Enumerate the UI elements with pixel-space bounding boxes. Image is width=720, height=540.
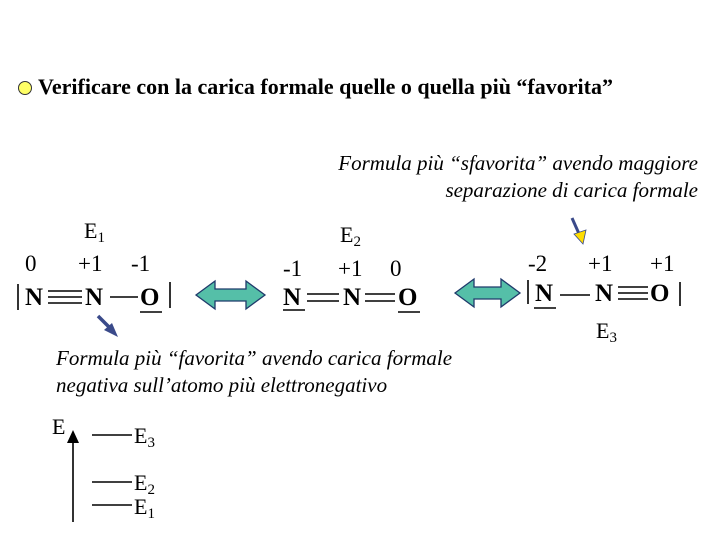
note-favored-line-1: Formula più “favorita” avendo carica formale [56,346,453,370]
structure-2-atom-o: O [398,284,418,311]
note-favored-line-2: negativa sull’atomo più elettronegativo [56,373,388,397]
structure-2-charge-o: 0 [390,256,402,281]
resonance-arrow-2 [455,279,520,307]
resonance-arrow-1 [196,281,265,309]
structure-2-charge-n1: -1 [283,256,303,281]
structure-2-atom-n2: N [343,284,362,311]
pointer-arrow-favored [98,316,118,337]
energy-level-label-e2: $E_2$ [134,470,155,498]
structure-3-charge-n1: -2 [528,251,548,276]
structure-1-charge-n2: +1 [78,251,103,276]
structure-2-label: $E_2$ [340,222,361,250]
heading: Verificare con la carica formale quelle o quella più “favorita” [38,74,613,99]
energy-level-label-e3: $E_3$ [134,423,155,451]
structure-3-atom-n2: N [595,280,614,307]
structure-3-atom-n1: N [535,280,554,307]
structure-2-charge-n2: +1 [338,256,363,281]
structure-1-atom-n2: N [85,284,104,311]
bond-e2-double-1 [307,294,339,301]
structure-3-charge-n2: +1 [588,251,613,276]
note-unfavored-line-2: separazione di carica formale [445,178,698,202]
bond-e1-triple [48,291,82,303]
structure-1-atom-n1: N [25,284,44,311]
structure-3-label: $E_3$ [596,318,617,346]
pointer-arrow-unfavored [572,218,586,244]
structure-3-charge-o: +1 [650,251,675,276]
structure-1-label: $E_1$ [84,218,105,246]
bond-e2-double-2 [365,294,395,301]
structure-1-charge-n1: 0 [25,251,37,276]
structure-2-atom-n1: N [283,284,302,311]
bond-e3-triple [618,287,648,299]
structure-1-atom-o: O [140,284,160,311]
energy-axis-arrowhead [67,430,79,443]
note-unfavored-line-1: Formula più “sfavorita” avendo maggiore [338,151,698,175]
structure-1-charge-o: -1 [131,251,151,276]
energy-level-label-e1: $E_1$ [134,494,155,522]
energy-axis-label: E [52,414,66,439]
structure-3-atom-o: O [650,280,670,307]
